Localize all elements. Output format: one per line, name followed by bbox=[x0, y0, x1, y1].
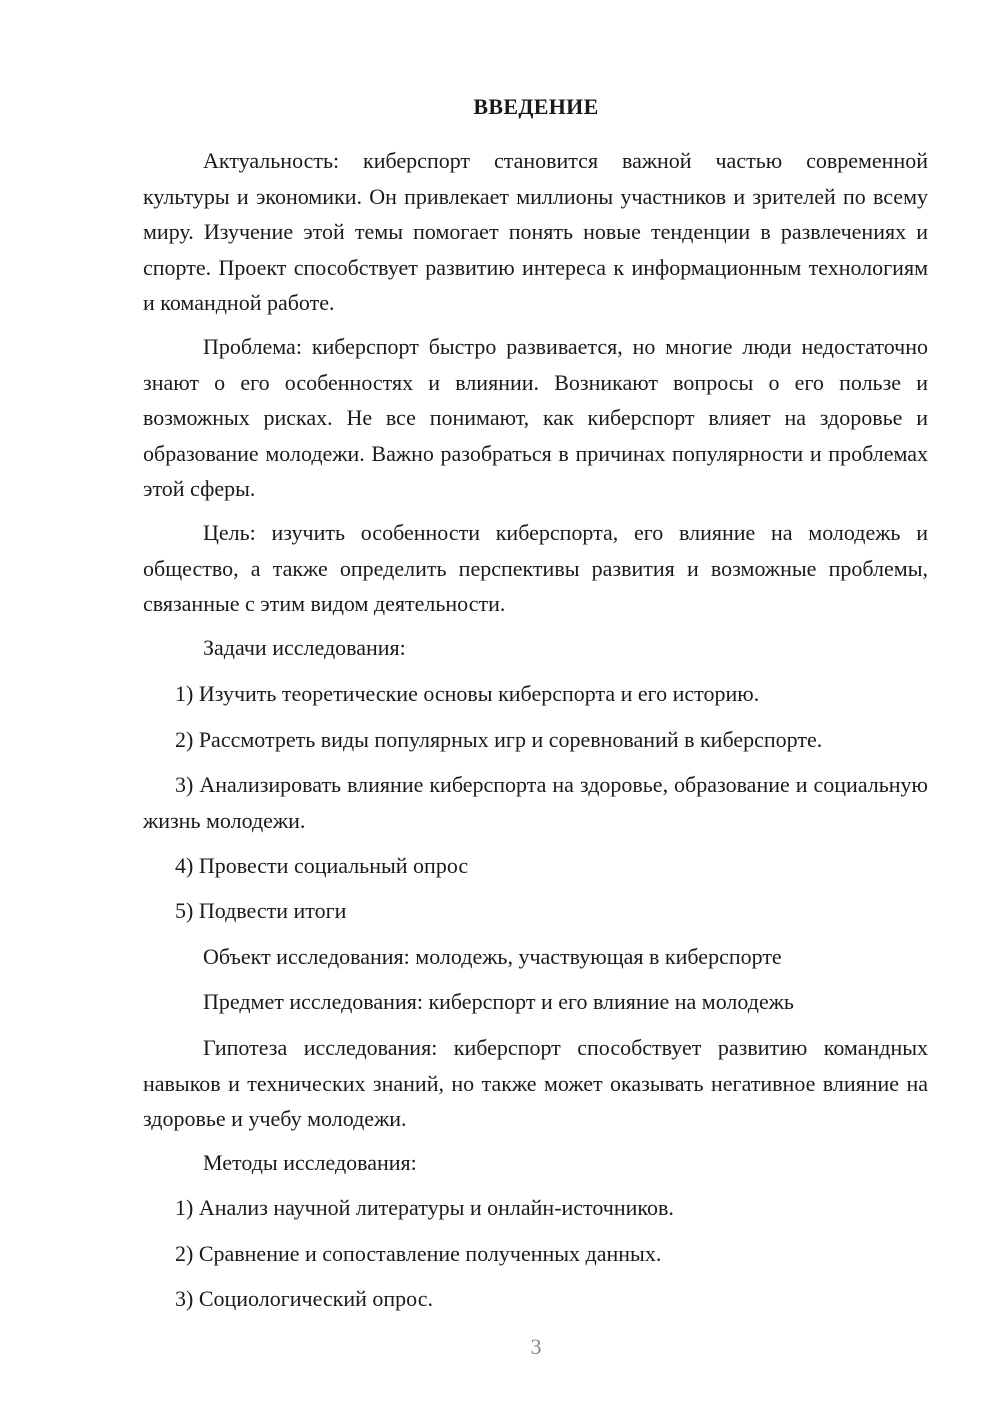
hypothesis-paragraph: Гипотеза исследования: киберспорт способствует развитию командных навыков и технических знаний, но также может оказывать негативное влияние на здоровье и учебу молодежи. bbox=[143, 1035, 928, 1131]
method-item-3: 3) Социологический опрос. bbox=[175, 1286, 433, 1311]
method-item-2: 2) Сравнение и сопоставление полученных данных. bbox=[175, 1241, 662, 1266]
subject-paragraph: Предмет исследования: киберспорт и его влияние на молодежь bbox=[203, 989, 794, 1014]
method-item-1: 1) Анализ научной литературы и онлайн-источников. bbox=[175, 1195, 674, 1220]
task-item-5: 5) Подвести итоги bbox=[175, 898, 347, 923]
task-item-3: 3) Анализировать влияние киберспорта на здоровье, образование и социальную жизнь молодежи. bbox=[143, 772, 928, 833]
methods-heading: Методы исследования: bbox=[203, 1150, 417, 1175]
problem-paragraph: Проблема: киберспорт быстро развивается, но многие люди недостаточно знают о его особенностях и влиянии. Возникают вопросы о его пользе и возможных рисках. Не все понимают, как киберспорт влияет на здоровье и образование молодежи. Важно разобраться в причинах популярности и проблемах этой сферы. bbox=[143, 334, 928, 501]
page-title: ВВЕДЕНИЕ bbox=[473, 94, 599, 119]
relevance-paragraph: Актуальность: киберспорт становится важной частью современной культуры и экономики. Он привлекает миллионы участников и зрителей по всему миру. Изучение этой темы помогает понять новые тенденции в развлечениях и спорте. Проект способствует развитию интереса к информационным технологиям и командной работе. bbox=[143, 148, 928, 315]
task-item-4: 4) Провести социальный опрос bbox=[175, 853, 469, 878]
task-item-1: 1) Изучить теоретические основы киберспорта и его историю. bbox=[175, 681, 760, 706]
page-number: 3 bbox=[530, 1334, 542, 1359]
tasks-heading: Задачи исследования: bbox=[203, 635, 406, 660]
goal-paragraph: Цель: изучить особенности киберспорта, его влияние на молодежь и общество, а также определить перспективы развития и возможные проблемы, связанные с этим видом деятельности. bbox=[143, 520, 928, 616]
task-item-2: 2) Рассмотреть виды популярных игр и соревнований в киберспорте. bbox=[175, 727, 823, 752]
object-paragraph: Объект исследования: молодежь, участвующая в киберспорте bbox=[203, 944, 782, 969]
